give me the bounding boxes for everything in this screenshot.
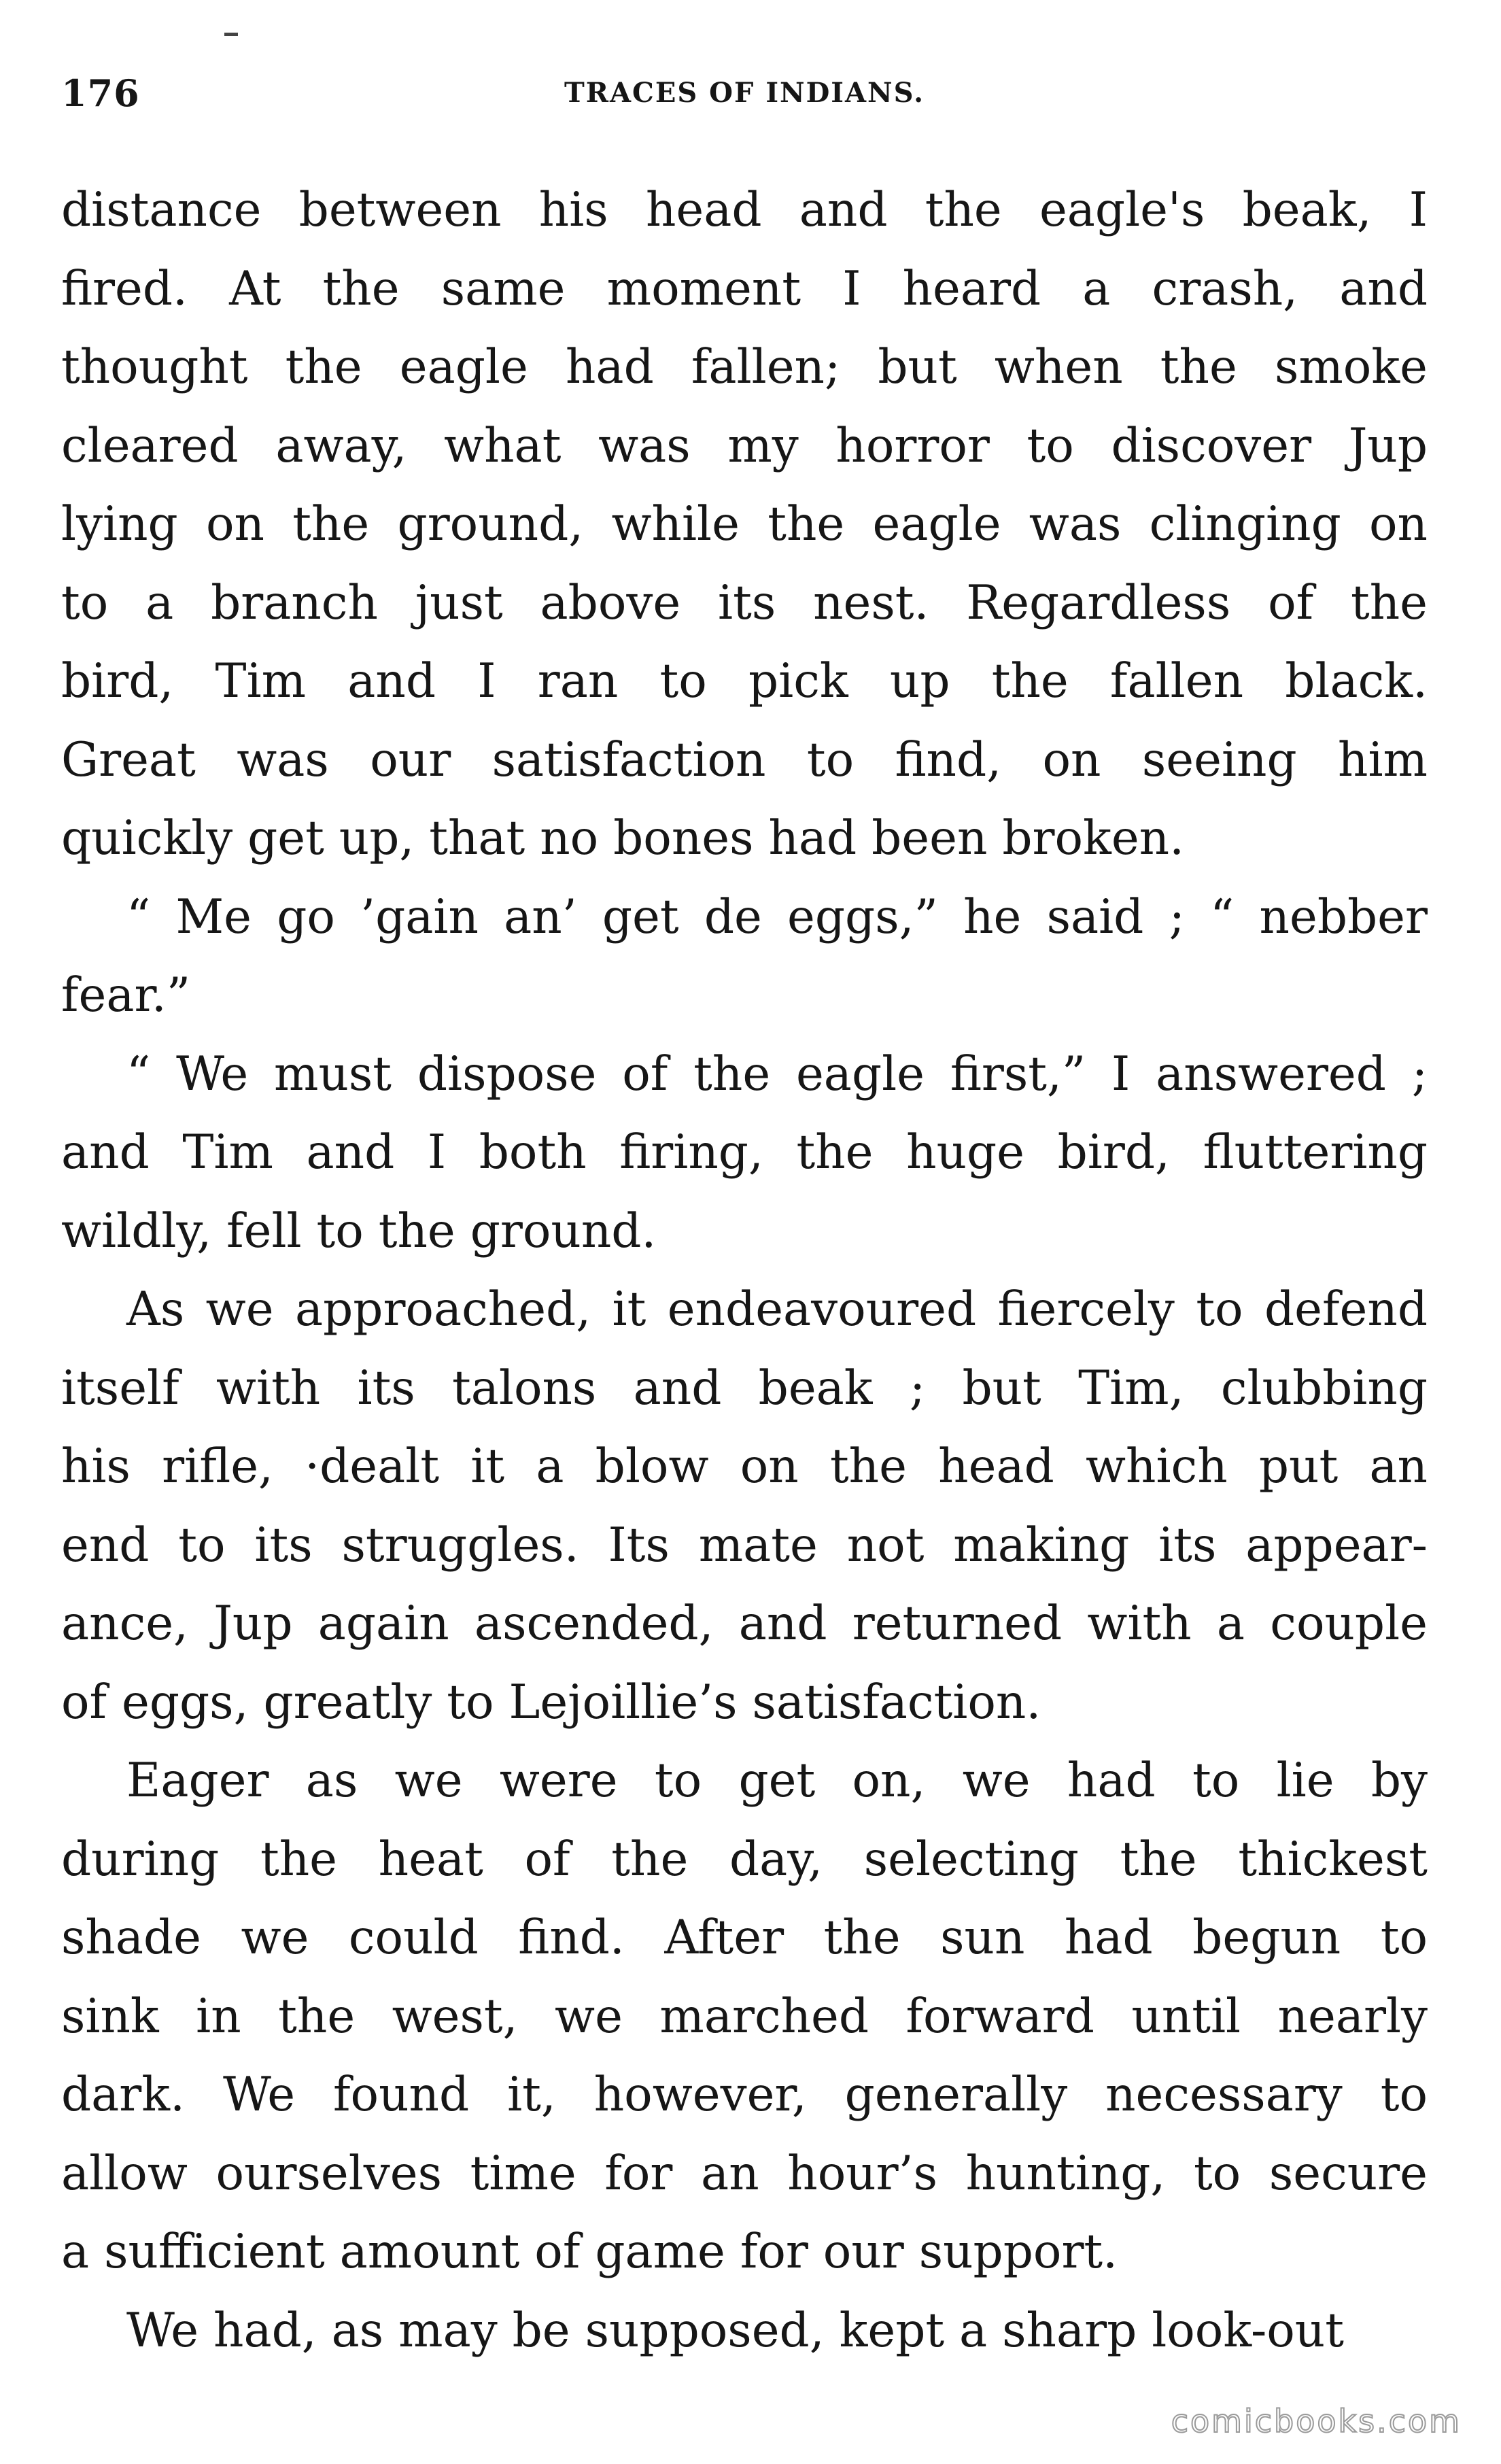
text-line: shade we could find. After the sun had begun to xyxy=(61,1911,1428,1965)
text-line: lying on the ground, while the eagle was clinging on xyxy=(61,497,1428,551)
text-line: distance between his head and the eagle's beak, I xyxy=(61,183,1428,237)
text-line: sink in the west, we marched forward until nearly xyxy=(61,1989,1428,2044)
text-line: dark. We found it, however, generally necessary to xyxy=(61,2068,1428,2122)
text-line: “ We must dispose of the eagle first,” I answered ; xyxy=(126,1046,1428,1101)
paragraph xyxy=(61,1036,1428,1271)
text-line: fired. At the same moment I heard a crash, and xyxy=(61,261,1428,316)
text-line: his rifle, ·dealt it a blow on the head which put an xyxy=(61,1439,1428,1494)
page-number: 176 xyxy=(61,71,140,115)
text-line: cleared away, what was my horror to discover Jup xyxy=(61,418,1428,473)
print-mark xyxy=(224,33,238,36)
text-line: quickly get up, that no bones had been broken. xyxy=(61,811,1185,866)
text-line: during the heat of the day, selecting the thickest xyxy=(61,1832,1428,1887)
text-line: of eggs, greatly to Lejoillie’s satisfaction. xyxy=(61,1675,1041,1730)
text-line: Eager as we were to get on, we had to lie by xyxy=(126,1753,1428,1808)
text-line: end to its struggles. Its mate not making its appear- xyxy=(61,1518,1428,1573)
text-line: bird, Tim and I ran to pick up the fallen black. xyxy=(61,654,1428,708)
paragraph xyxy=(61,1742,1428,2292)
text-line: allow ourselves time for an hour’s hunting, to secure xyxy=(61,2146,1428,2201)
text-line: “ Me go ’gain an’ get de eggs,” he said ; “ nebber xyxy=(126,889,1428,944)
paragraph xyxy=(61,171,1428,878)
text-line: As we approached, it endeavoured fiercely to defend xyxy=(126,1282,1428,1337)
text-line: and Tim and I both firing, the huge bird, fluttering xyxy=(61,1125,1428,1180)
text-line: a sufficient amount of game for our support. xyxy=(61,2225,1118,2279)
paragraph xyxy=(61,2292,1428,2371)
text-line: ance, Jup again ascended, and returned with a couple xyxy=(61,1596,1428,1651)
text-line: wildly, fell to the ground. xyxy=(61,1203,657,1259)
text-line: Great was our satisfaction to find, on seeing him xyxy=(61,732,1428,787)
text-line: to a branch just above its nest. Regardless of the xyxy=(61,575,1428,630)
paragraph xyxy=(61,1271,1428,1742)
text-line: fear.” xyxy=(61,968,191,1023)
watermark: comicbooks.com xyxy=(1171,2403,1462,2440)
text-line: We had, as may be supposed, kept a sharp look-out xyxy=(126,2303,1344,2358)
page-header xyxy=(61,63,1428,124)
text-line: itself with its talons and beak ; but Tim, clubbing xyxy=(61,1361,1428,1416)
body-text xyxy=(61,171,1428,2370)
text-line: thought the eagle had fallen; but when the smoke xyxy=(61,340,1428,394)
running-head: TRACES OF INDIANS. xyxy=(564,77,925,109)
paragraph xyxy=(61,878,1428,1036)
